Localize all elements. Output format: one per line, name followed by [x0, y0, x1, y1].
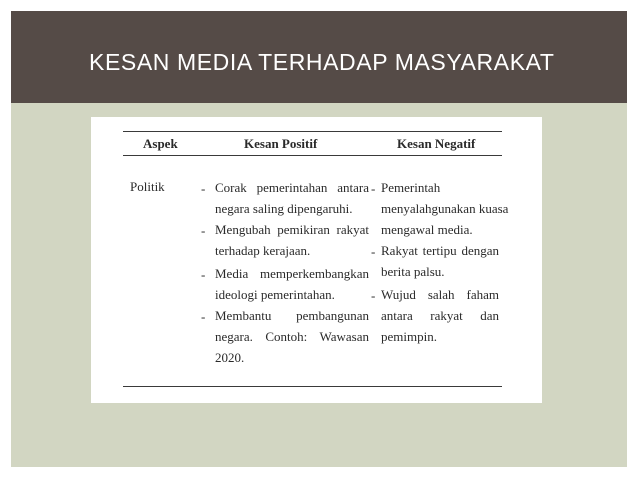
bullet-dash: -: [201, 309, 206, 324]
negative-1-line-3: mengawal media.: [381, 222, 473, 237]
header-kesan-negatif: Kesan Negatif: [397, 136, 476, 151]
table-bottom-rule: [123, 386, 502, 387]
aspect-cell: Politik: [130, 179, 165, 194]
positive-4-line-2: negara. Contoh: Wawasan: [215, 329, 369, 344]
bullet-dash: -: [201, 267, 206, 282]
positive-1-line-1: Corak pemerintahan antara: [215, 180, 369, 195]
table-image: [91, 117, 542, 403]
bullet-dash: -: [201, 181, 206, 196]
negative-3-line-3: pemimpin.: [381, 329, 437, 344]
positive-4-line-3: 2020.: [215, 350, 245, 365]
bullet-dash: -: [371, 181, 376, 196]
positive-1-line-2: negara saling dipengaruhi.: [215, 201, 353, 216]
bullet-dash: -: [201, 223, 206, 238]
slide-title: KESAN MEDIA TERHADAP MASYARAKAT: [89, 49, 555, 75]
header-aspek: Aspek: [143, 136, 178, 151]
negative-3-line-2: antara rakyat dan: [381, 308, 499, 323]
table-header-rule: [123, 155, 502, 156]
positive-2-line-1: Mengubah pemikiran rakyat: [215, 222, 369, 237]
negative-3-line-1: Wujud salah faham: [381, 287, 499, 302]
negative-2-line-2: berita palsu.: [381, 264, 445, 279]
positive-4-line-1: Membantu pembangunan: [215, 308, 369, 323]
header-kesan-positif: Kesan Positif: [244, 136, 318, 151]
positive-3-line-1: Media memperkembangkan: [215, 266, 369, 281]
negative-1-line-2: menyalahgunakan kuasa: [381, 201, 509, 216]
negative-2-line-1: Rakyat tertipu dengan: [381, 243, 499, 258]
bullet-dash: -: [371, 244, 376, 259]
positive-3-line-2: ideologi pemerintahan.: [215, 287, 335, 302]
title-bar: [11, 11, 627, 103]
bullet-dash: -: [371, 288, 376, 303]
table-top-rule: [123, 131, 502, 132]
positive-2-line-2: terhadap kerajaan.: [215, 243, 311, 258]
negative-1-line-1: Pemerintah: [381, 180, 441, 195]
